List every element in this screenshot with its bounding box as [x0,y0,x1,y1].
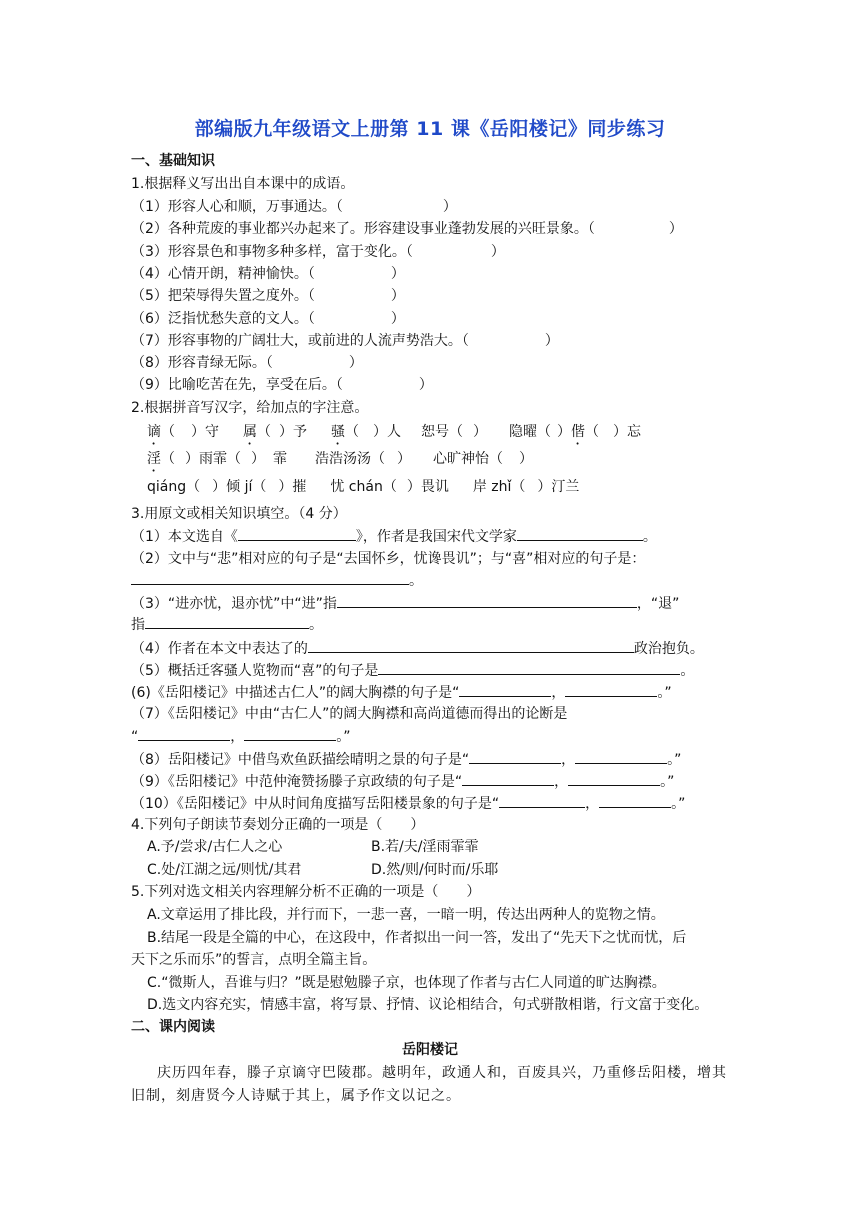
question-1-item-3: （3）形容景色和事物多种多样，富于变化。（ ） [131,244,505,260]
answer-blank[interactable] [378,660,680,675]
question-5-stem: 5.下列对选文相关内容理解分析不正确的一项是（ ） [131,884,481,900]
question-3-item-7-answer: “ ， 。” [131,726,351,747]
answer-blank[interactable] [599,793,671,808]
answer-blank[interactable] [469,749,561,764]
question-5-option-b[interactable]: B.结尾一段是全篇的中心，在这段中，作者拟出一问一答，发出了“先天下之忧而忧，后 [147,930,687,946]
question-1-stem: 1.根据释义写出出自本课中的成语。 [131,176,355,192]
answer-blank[interactable] [131,570,409,585]
answer-blank[interactable] [499,793,585,808]
question-4-option-b[interactable]: B.若/夫/淫雨霏霏 [371,839,479,855]
section-heading-basic-knowledge: 一、基础知识 [131,153,215,169]
answer-blank[interactable] [575,749,667,764]
pinyin-row-2: 淫（ ）雨霏（ ） 霏 浩浩汤汤（ ） 心旷神怡（ ） [147,451,533,467]
question-4-option-c[interactable]: C.处/江湖之远/则忧/其君 [147,862,302,878]
answer-blank[interactable] [565,682,657,697]
document-title: 部编版九年级语文上册第 11 课《岳阳楼记》同步练习 [194,118,666,140]
question-5-option-a[interactable]: A.文章运用了排比段，并行而下，一悲一喜，一暗一明，传达出两种人的览物之情。 [147,907,665,923]
question-3-item-8: （8）岳阳楼记》中借鸟欢鱼跃描绘晴明之景的句子是“ ， 。” [131,749,681,770]
question-5-option-d[interactable]: D.选文内容充实，情感丰富，将写景、抒情、议论相结合，句式骈散相谐，行文富于变化。 [147,997,709,1013]
question-3-item-4: （4）作者在本文中表达了的 政治抱负。 [131,638,704,659]
question-5-option-b-cont: 天下之乐而乐”的誓言，点明全篇主旨。 [131,952,377,968]
answer-blank[interactable] [244,726,336,741]
question-3-item-7: （7）《岳阳楼记》中由“古仁人”的阔大胸襟和高尚道德而得出的论断是 [131,706,568,722]
question-1-item-4: （4）心情开朗，精神愉快。（ ） [131,266,405,282]
question-3-item-1: （1）本文选自《 》，作者是我国宋代文学家 。 [131,526,657,547]
question-3-item-3-cont: 指 。 [131,614,323,635]
question-3-item-3: （3）“进亦忧，退亦忧”中“进”指 ，“退” [131,593,679,614]
question-3-item-2: （2）文中与“悲”相对应的句子是“去国怀乡，忧谗畏讥”；与“喜”相对应的句子是： [131,551,646,567]
question-3-item-5: （5）概括迁客骚人览物而“喜”的句子是 。 [131,660,694,681]
answer-blank[interactable] [337,593,637,608]
question-1-item-9: （9）比喻吃苦在先，享受在后。（ ） [131,377,433,393]
passage-paragraph-line-1: 庆历四年春，滕子京谪守巴陵郡。越明年，政通人和，百废具兴，乃重修岳阳楼，增其 [157,1065,727,1081]
question-1-item-6: （6）泛指忧愁失意的文人。（ ） [131,311,405,327]
answer-blank[interactable] [517,526,643,541]
question-3-stem: 3.用原文或相关知识填空。（4 分） [131,506,347,522]
answer-blank[interactable] [308,638,634,653]
section-heading-reading: 二、课内阅读 [131,1019,215,1035]
answer-blank[interactable] [138,726,230,741]
question-1-item-7: （7）形容事物的广阔壮大，或前进的人流声势浩大。（ ） [131,333,559,349]
question-3-item-10: （10）《岳阳楼记》中从时间角度描写岳阳楼景象的句子是“ ， 。” [131,793,685,814]
answer-blank[interactable] [145,614,309,629]
question-4-stem: 4.下列句子朗读节奏划分正确的一项是（ ） [131,817,425,833]
question-4-option-d[interactable]: D.然/则/何时而/乐耶 [371,862,499,878]
question-4-option-a[interactable]: A.予/尝求/古仁人之心 [147,839,283,855]
answer-blank[interactable] [238,526,356,541]
answer-blank[interactable] [459,682,551,697]
question-1-item-8: （8）形容青绿无际。（ ） [131,355,363,371]
question-3-item-2-answer: 。 [131,570,423,591]
passage-title: 岳阳楼记 [402,1042,458,1058]
question-2-stem: 2.根据拼音写汉字，给加点的字注意。 [131,400,369,416]
question-5-option-c[interactable]: C.“微斯人，吾谁与归？”既是慰勉滕子京，也体现了作者与古仁人同道的旷达胸襟。 [147,975,666,991]
question-3-item-6: (6)《岳阳楼记》中描述古仁人”的阔大胸襟的句子是“ ， 。” [131,682,672,703]
answer-blank[interactable] [568,771,660,786]
question-1-item-5: （5）把荣辱得失置之度外。（ ） [131,288,405,304]
question-1-item-1: （1）形容人心和顺，万事通达。（ ） [131,199,457,215]
pinyin-row-1: 谪（ ）守 属（ ）予 骚（ ）人 恕号（ ） 隐曜（ ）偕（ ）忘 [147,424,641,440]
passage-paragraph-line-2: 旧制，刻唐贤今人诗赋于其上，属予作文以记之。 [131,1088,461,1104]
question-1-item-2: （2）各种荒废的事业都兴办起来了。形容建设事业蓬勃发展的兴旺景象。（ ） [131,221,683,237]
answer-blank[interactable] [462,771,554,786]
question-3-item-9: （9）《岳阳楼记》中范仲淹赞扬滕子京政绩的句子是“ ， 。” [131,771,674,792]
pinyin-row-3: qiáng（ ）倾 jí（ ）摧 忧 chán（ ）畏讥 岸 zhǐ（ ）汀兰 [147,479,580,495]
